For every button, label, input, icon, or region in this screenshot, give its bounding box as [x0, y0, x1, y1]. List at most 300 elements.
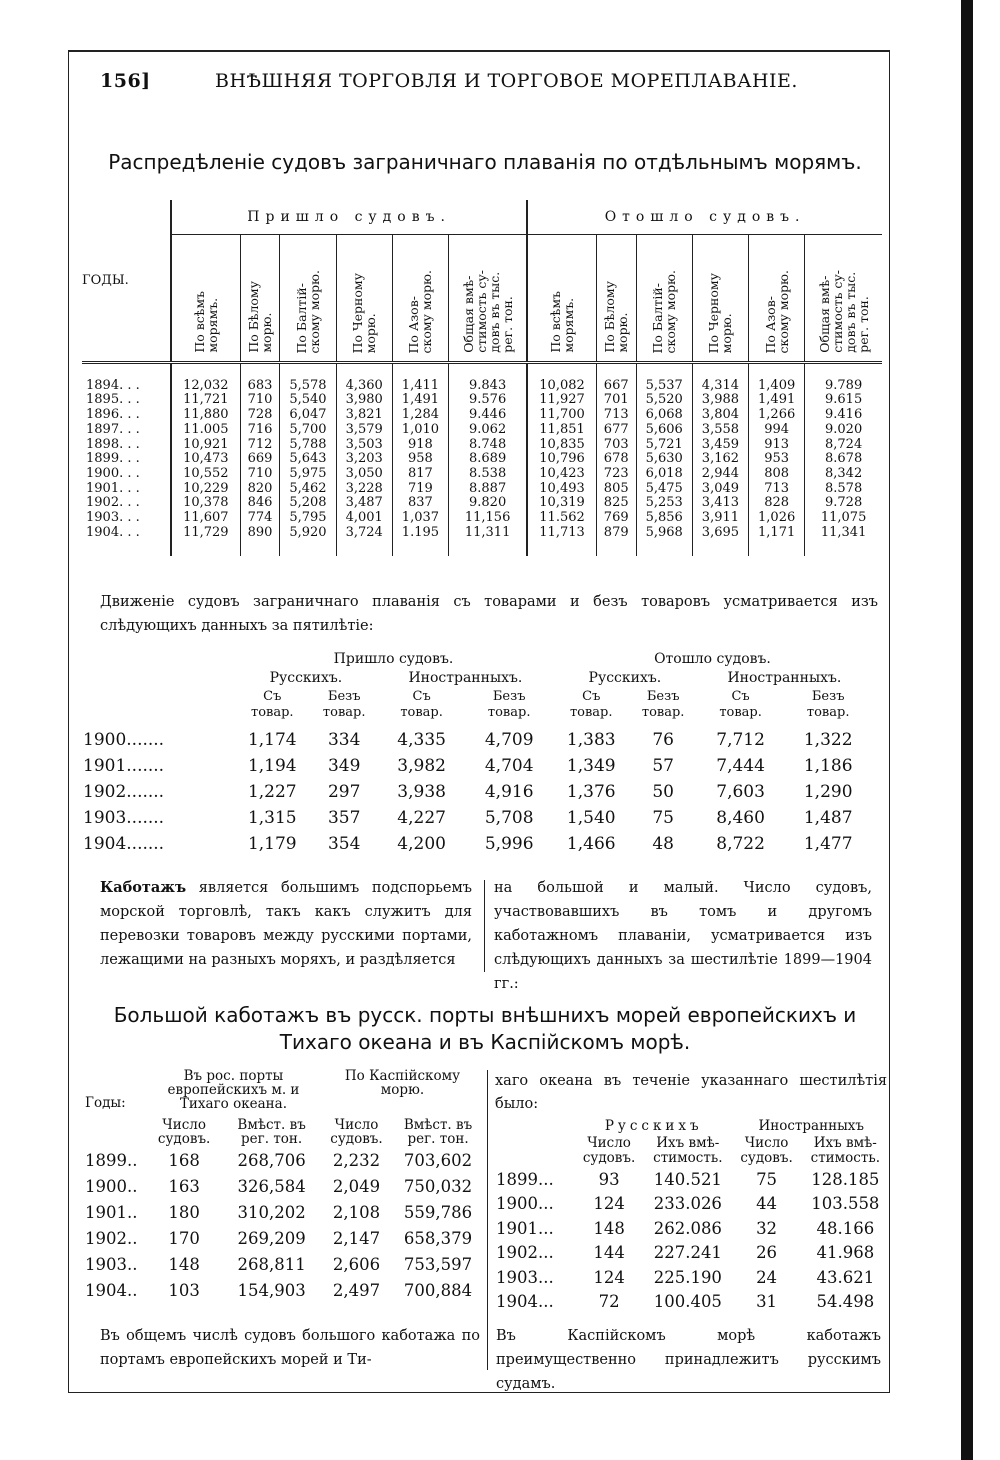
cell-value: 75 — [756, 1169, 778, 1189]
cell-value: 11,075 — [805, 511, 882, 526]
row-year: 1895. . . — [86, 392, 140, 408]
t2-sub-with: Съ товар. — [719, 689, 762, 720]
cell-value: 1,284 — [392, 408, 448, 423]
table-row — [82, 526, 882, 541]
col-header — [805, 235, 882, 363]
table-row — [82, 805, 872, 831]
cell-value: 5,475 — [636, 482, 692, 497]
right-intro: хаго океана въ теченіе указаннаго шестилѣтія было: — [495, 1073, 887, 1112]
row-year: 1902.. — [85, 1228, 138, 1248]
cell-value: 11,721 — [171, 393, 240, 408]
t3-years-label: Годы: — [85, 1095, 126, 1111]
col-header — [240, 235, 280, 363]
table-row — [495, 1216, 890, 1241]
cell-value: 5,606 — [636, 423, 692, 438]
cell-value: 1,411 — [392, 379, 448, 394]
t2-sub-without: Безъ товар. — [487, 689, 531, 720]
cell-value: 10,423 — [527, 467, 596, 482]
col-header-text: По всѣмъ морямъ. — [191, 291, 220, 353]
row-year: 1901... — [496, 1218, 554, 1238]
cell-value: 6,068 — [636, 408, 692, 423]
cell-value: 11,341 — [805, 526, 882, 541]
cell-value: 11,156 — [449, 511, 528, 526]
cell-value: 11,607 — [171, 511, 240, 526]
table-cargo-movement — [82, 650, 872, 857]
cell-value: 4,704 — [484, 756, 534, 776]
cell-value: 4,001 — [336, 511, 392, 526]
col-header — [392, 235, 448, 363]
table-row — [82, 452, 882, 467]
t2-foreign-in: Иностранныхъ. — [408, 670, 523, 686]
table-big-cabotage — [84, 1068, 484, 1303]
cell-value: 11,729 — [171, 526, 240, 541]
col-header — [692, 235, 748, 363]
cell-value: 828 — [749, 496, 805, 511]
cell-value: 918 — [392, 438, 448, 453]
cell-value: 269,209 — [237, 1228, 306, 1248]
cell-value: 703,602 — [403, 1150, 473, 1170]
cell-value: 43.621 — [816, 1267, 875, 1287]
cell-value: 10,493 — [527, 482, 596, 497]
col-header-text: По Бѣлому морю. — [246, 281, 274, 353]
table-row — [82, 727, 872, 753]
cell-value: 1,266 — [749, 408, 805, 423]
cell-value: 103.558 — [811, 1194, 880, 1214]
table-row — [82, 467, 882, 482]
col-header-text: По Бѣлому морю. — [602, 281, 631, 353]
cell-value: 3,503 — [336, 438, 392, 453]
cell-value: 5,968 — [636, 526, 692, 541]
cell-value: 3,228 — [336, 482, 392, 497]
cell-value: 703 — [596, 438, 636, 453]
cell-value: 1,290 — [803, 782, 853, 802]
cell-value: 128.185 — [811, 1169, 880, 1189]
column-divider-2 — [487, 1070, 488, 1370]
cell-value: 10,082 — [527, 379, 596, 394]
cell-value: 8.578 — [805, 482, 882, 497]
cell-value: 124 — [593, 1194, 625, 1214]
cell-value: 658,379 — [403, 1228, 473, 1248]
cell-value: 700,884 — [403, 1280, 473, 1300]
cell-value: 8,724 — [805, 438, 882, 453]
row-year: 1900. . . — [86, 465, 140, 481]
cell-value: 1,491 — [392, 393, 448, 408]
t2-sub-without: Безъ товар. — [322, 689, 366, 720]
cell-value: 2,606 — [332, 1254, 381, 1274]
cell-value: 1,487 — [803, 808, 853, 828]
cabotage-left-body: является большимъ подспорьемъ морской торговлѣ, такъ какъ служитъ для перевозки товаровъ между русскими портами, лежащими на разныхъ моряхъ, и раздѣляется — [100, 880, 472, 968]
cell-value: 958 — [392, 452, 448, 467]
cell-value: 1,349 — [566, 756, 616, 776]
cell-value: 728 — [240, 408, 280, 423]
cell-value: 297 — [327, 782, 361, 802]
t2-sub-with: Съ товар. — [251, 689, 294, 720]
cell-value: 716 — [240, 423, 280, 438]
cell-value: 9.416 — [805, 408, 882, 423]
cell-value: 710 — [240, 467, 280, 482]
table-row — [82, 753, 872, 779]
cell-value: 8.538 — [449, 467, 528, 482]
table-row — [495, 1290, 890, 1315]
cell-value: 825 — [596, 496, 636, 511]
cell-value: 5,253 — [636, 496, 692, 511]
cell-value: 163 — [168, 1176, 200, 1196]
row-year: 1899. . . — [86, 451, 140, 467]
cell-value: 140.521 — [653, 1169, 722, 1189]
col-header-text: По всѣмъ морямъ. — [548, 291, 577, 353]
cell-value: 1,174 — [247, 730, 297, 750]
cell-value: 5,540 — [280, 393, 336, 408]
cell-value: 9.728 — [805, 496, 882, 511]
cell-value: 5,700 — [280, 423, 336, 438]
cell-value: 1,026 — [749, 511, 805, 526]
cell-value: 8,722 — [716, 834, 765, 854]
cell-value: 11.562 — [527, 511, 596, 526]
col-header — [449, 235, 528, 363]
cell-value: 820 — [240, 482, 280, 497]
cell-value: 10,796 — [527, 452, 596, 467]
cell-value: 72 — [598, 1292, 620, 1312]
t2-sub-without: Безъ товар. — [806, 689, 850, 720]
cell-value: 9.576 — [449, 393, 528, 408]
cell-value: 3,413 — [692, 496, 748, 511]
table-caspian-nationality — [495, 1118, 890, 1314]
col-header-text: По Азов- скому морю. — [406, 269, 435, 353]
cell-value: 4,916 — [484, 782, 534, 802]
col-header — [280, 235, 336, 363]
cell-value: 11,880 — [171, 408, 240, 423]
cell-value: 144 — [593, 1243, 625, 1263]
cell-value: 326,584 — [237, 1176, 306, 1196]
cell-value: 953 — [749, 452, 805, 467]
cell-value: 805 — [596, 482, 636, 497]
cell-value: 3,988 — [692, 393, 748, 408]
cell-value: 879 — [596, 526, 636, 541]
row-year: 1903....... — [83, 808, 165, 828]
cell-value: 154,903 — [237, 1280, 306, 1300]
row-year: 1901.. — [85, 1202, 138, 1222]
cell-value: 57 — [652, 756, 674, 776]
cell-value: 310,202 — [237, 1202, 306, 1222]
cell-value: 2,049 — [332, 1176, 381, 1196]
cell-value: 168 — [168, 1150, 200, 1170]
cell-value: 1,315 — [247, 808, 297, 828]
t4-rus: Русскихъ — [604, 1118, 703, 1134]
t2-departed: Отошло судовъ. — [654, 651, 771, 667]
table-row — [82, 423, 882, 438]
cell-value: 50 — [652, 782, 674, 802]
cell-value: 5,643 — [280, 452, 336, 467]
cell-value: 11,713 — [527, 526, 596, 541]
cell-value: 11,700 — [527, 408, 596, 423]
table-row — [84, 1277, 484, 1303]
cell-value: 5,788 — [280, 438, 336, 453]
cell-value: 31 — [756, 1292, 778, 1312]
cell-value: 1.195 — [392, 526, 448, 541]
t2-rus-in: Русскихъ. — [269, 670, 343, 686]
cell-value: 1,194 — [247, 756, 297, 776]
col-header-text: По Черному морю. — [350, 272, 379, 353]
cell-value: 3,162 — [692, 452, 748, 467]
cell-value: 667 — [596, 379, 636, 394]
section3-title-line1: Большой каботажъ въ русск. порты внѣшнихъ морей европейскихъ и — [113, 1003, 857, 1027]
page-number: 156] — [100, 70, 151, 92]
cell-value: 4,200 — [397, 834, 446, 854]
cell-value: 3,487 — [336, 496, 392, 511]
cell-value: 8.678 — [805, 452, 882, 467]
cell-value: 1,010 — [392, 423, 448, 438]
col-header-text: По Черному морю. — [706, 272, 735, 353]
row-year: 1898. . . — [86, 436, 140, 452]
t4-count-1: Число судовъ. — [582, 1135, 636, 1166]
cell-value: 354 — [327, 834, 361, 854]
footer-right-text: Въ Каспійскомъ морѣ каботажъ преимущественно принадлежитъ русскимъ судамъ. — [496, 1328, 881, 1392]
cell-value: 9.615 — [805, 393, 882, 408]
cell-value: 3,724 — [336, 526, 392, 541]
t3-count-1: Число судовъ. — [157, 1117, 211, 1147]
row-year: 1904....... — [83, 834, 165, 854]
cell-value: 5,537 — [636, 379, 692, 394]
cell-value: 48 — [652, 834, 674, 854]
cell-value: 93 — [598, 1169, 620, 1189]
cell-value: 1,376 — [566, 782, 616, 802]
cell-value: 349 — [327, 756, 361, 776]
cell-value: 753,597 — [403, 1254, 473, 1274]
cell-value: 701 — [596, 393, 636, 408]
cell-value: 1,466 — [566, 834, 616, 854]
cell-value: 713 — [749, 482, 805, 497]
cell-value: 262.086 — [653, 1218, 722, 1238]
cell-value: 769 — [596, 511, 636, 526]
cell-value: 3,982 — [397, 756, 446, 776]
col-header-text: По Азов- скому морю. — [762, 269, 791, 353]
group-departed: Отошло судовъ. — [527, 200, 882, 235]
years-label: ГОДЫ. — [82, 200, 171, 363]
cell-value: 5,630 — [636, 452, 692, 467]
table-row — [82, 379, 882, 394]
cell-value: 170 — [168, 1228, 200, 1248]
cell-value: 233.026 — [653, 1194, 722, 1214]
cell-value: 6,047 — [280, 408, 336, 423]
cell-value: 2,147 — [332, 1228, 381, 1248]
cell-value: 2,232 — [332, 1150, 381, 1170]
cell-value: 10,229 — [171, 482, 240, 497]
cell-value: 9.843 — [449, 379, 528, 394]
cell-value: 913 — [749, 438, 805, 453]
cell-value: 1,383 — [566, 730, 616, 750]
cell-value: 227.241 — [653, 1243, 722, 1263]
col-header — [636, 235, 692, 363]
row-year: 1902... — [496, 1243, 554, 1263]
section1-title: Распредѣленіе судовъ заграничнаго плаванія по отдѣльнымъ морямъ. — [108, 150, 862, 174]
cell-value: 994 — [749, 423, 805, 438]
cell-value: 5,996 — [484, 834, 534, 854]
col-header — [171, 235, 240, 363]
cell-value: 9.789 — [805, 379, 882, 394]
cell-value: 6,018 — [636, 467, 692, 482]
cell-value: 32 — [756, 1218, 778, 1238]
col-header — [749, 235, 805, 363]
cell-value: 1,477 — [803, 834, 853, 854]
row-year: 1900.. — [85, 1176, 138, 1196]
cabotage-left-text — [100, 876, 472, 972]
cell-value: 7,444 — [716, 756, 765, 776]
cell-value: 3,695 — [692, 526, 748, 541]
cell-value: 8.887 — [449, 482, 528, 497]
cell-value: 723 — [596, 467, 636, 482]
cell-value: 148 — [593, 1218, 625, 1238]
cell-value: 11,851 — [527, 423, 596, 438]
t3-group-caspian: По Каспійскому морю. — [344, 1068, 461, 1098]
row-year: 1904. . . — [86, 524, 140, 540]
cell-value: 3,049 — [692, 482, 748, 497]
row-year: 1896. . . — [86, 407, 140, 423]
cell-value: 1,409 — [749, 379, 805, 394]
cell-value: 26 — [756, 1243, 778, 1263]
cell-value: 5,975 — [280, 467, 336, 482]
cell-value: 1,171 — [749, 526, 805, 541]
cell-value: 3,804 — [692, 408, 748, 423]
cell-value: 11,311 — [449, 526, 528, 541]
cell-value: 44 — [756, 1194, 778, 1214]
row-year: 1903.. — [85, 1254, 138, 1274]
cell-value: 5,920 — [280, 526, 336, 541]
cell-value: 5,856 — [636, 511, 692, 526]
row-year: 1901....... — [83, 756, 165, 776]
running-title: ВНѢШНЯЯ ТОРГОВЛЯ И ТОРГОВОЕ МОРЕПЛАВАНІЕ. — [215, 70, 798, 92]
table-row — [495, 1241, 890, 1266]
table-row — [495, 1167, 890, 1192]
cell-value: 148 — [168, 1254, 200, 1274]
row-year: 1899.. — [85, 1150, 138, 1170]
row-year: 1899... — [496, 1169, 554, 1189]
margin-rule — [961, 0, 973, 1460]
cell-value: 1,037 — [392, 511, 448, 526]
table-row — [84, 1147, 484, 1173]
row-year: 1900... — [496, 1194, 554, 1214]
cell-value: 24 — [756, 1267, 778, 1287]
cell-value: 3,980 — [336, 393, 392, 408]
cell-value: 1,540 — [566, 808, 616, 828]
row-year: 1900....... — [83, 730, 165, 750]
t2-arrived: Пришло судовъ. — [333, 651, 454, 667]
cell-value: 559,786 — [403, 1202, 473, 1222]
cell-value: 7,603 — [716, 782, 765, 802]
cell-value: 669 — [240, 452, 280, 467]
t3-cap-2: Вмѣст. въ рег. тон. — [403, 1117, 473, 1147]
cell-value: 846 — [240, 496, 280, 511]
table-row — [82, 438, 882, 453]
cell-value: 808 — [749, 467, 805, 482]
cell-value: 10,552 — [171, 467, 240, 482]
row-year: 1901. . . — [86, 480, 140, 496]
cell-value: 750,032 — [403, 1176, 473, 1196]
cell-value: 3,938 — [397, 782, 446, 802]
footer-left-text: Въ общемъ числѣ судовъ большого каботажа по портамъ европейскихъ морей и Ти- — [100, 1328, 480, 1368]
cell-value: 5,208 — [280, 496, 336, 511]
col-header-text: Общая вмѣ- стимость су- довъ въ тыс. рег. тон. — [816, 270, 871, 353]
cell-value: 10,473 — [171, 452, 240, 467]
table-row — [495, 1192, 890, 1217]
cell-value: 677 — [596, 423, 636, 438]
cell-value: 1,322 — [803, 730, 853, 750]
cell-value: 76 — [652, 730, 674, 750]
table-row — [82, 511, 882, 526]
cell-value: 3,579 — [336, 423, 392, 438]
cell-value: 1,186 — [803, 756, 853, 776]
cell-value: 124 — [593, 1267, 625, 1287]
t4-foreign: Иностранныхъ — [758, 1118, 865, 1134]
col-header — [596, 235, 636, 363]
cell-value: 5,462 — [280, 482, 336, 497]
table-ship-distribution — [82, 200, 882, 556]
cell-value: 41.968 — [816, 1243, 875, 1263]
cell-value: 713 — [596, 408, 636, 423]
cell-value: 4,227 — [397, 808, 446, 828]
row-year: 1903... — [496, 1267, 554, 1287]
table-row — [82, 482, 882, 497]
cell-value: 8.748 — [449, 438, 528, 453]
section3-title-line2: Тихаго океана и въ Каспійскомъ морѣ. — [279, 1030, 691, 1054]
cell-value: 75 — [652, 808, 674, 828]
col-header-text: По Балтій- скому морю. — [293, 269, 322, 353]
cell-value: 8.689 — [449, 452, 528, 467]
t2-sub-without: Безъ товар. — [641, 689, 685, 720]
cell-value: 3,203 — [336, 452, 392, 467]
cell-value: 268,811 — [237, 1254, 306, 1274]
cell-value: 4,360 — [336, 379, 392, 394]
table-row — [495, 1265, 890, 1290]
cell-value: 890 — [240, 526, 280, 541]
cell-value: 2,944 — [692, 467, 748, 482]
row-year: 1903. . . — [86, 510, 140, 526]
table-row — [84, 1225, 484, 1251]
cabotage-right-text: на большой и малый. Число судовъ, участвовавшихъ въ томъ и другомъ каботажномъ плаваніи, усматривается изъ слѣдующихъ данныхъ за шестилѣтіе 1899—1904 гг.: — [494, 880, 872, 992]
table-row — [82, 408, 882, 423]
cell-value: 7,712 — [716, 730, 765, 750]
cell-value: 1,491 — [749, 393, 805, 408]
cell-value: 3,911 — [692, 511, 748, 526]
cell-value: 54.498 — [816, 1292, 875, 1312]
t3-count-2: Число судовъ. — [330, 1117, 383, 1147]
cell-value: 1,227 — [247, 782, 297, 802]
t4-cap-1: Ихъ вмѣ- стимость. — [653, 1135, 723, 1166]
cell-value: 1,179 — [247, 834, 297, 854]
cell-value: 9.820 — [449, 496, 528, 511]
cell-value: 8,342 — [805, 467, 882, 482]
paragraph-movement: Движеніе судовъ заграничнаго плаванія съ товарами и безъ товаровъ усматривается изъ слѣдующихъ данныхъ за пятилѣтіе: — [100, 594, 878, 634]
cell-value: 5,578 — [280, 379, 336, 394]
cell-value: 100.405 — [653, 1292, 722, 1312]
row-year: 1902. . . — [86, 495, 140, 511]
cell-value: 4,709 — [484, 730, 534, 750]
cell-value: 5,520 — [636, 393, 692, 408]
cell-value: 2,497 — [332, 1280, 381, 1300]
t2-sub-with: Съ товар. — [400, 689, 443, 720]
cell-value: 268,706 — [237, 1150, 306, 1170]
cell-value: 710 — [240, 393, 280, 408]
group-arrived: Пришло судовъ. — [171, 200, 527, 235]
cell-value: 3,050 — [336, 467, 392, 482]
cell-value: 8,460 — [716, 808, 765, 828]
table-row — [84, 1199, 484, 1225]
table-row — [82, 831, 872, 857]
col-header — [527, 235, 596, 363]
cell-value: 4,335 — [397, 730, 446, 750]
cell-value: 5,708 — [484, 808, 534, 828]
col-header-text: Общая вмѣ- стимость су- довъ въ тыс. рег. тон. — [460, 270, 515, 353]
t3-cap-1: Вмѣст. въ рег. тон. — [237, 1117, 306, 1147]
